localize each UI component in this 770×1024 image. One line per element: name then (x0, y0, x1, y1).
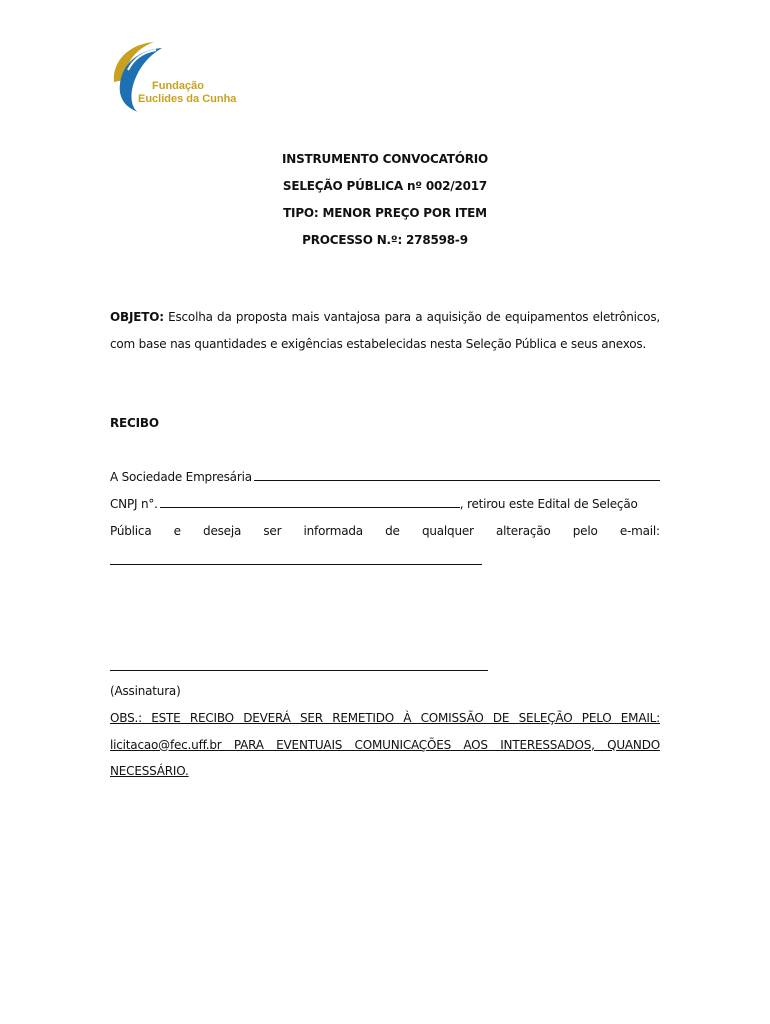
sociedade-blank-line (254, 466, 660, 481)
publica-word: alteração (495, 524, 551, 538)
publica-word: informada (303, 524, 363, 538)
heading-selecao: SELEÇÃO PÚBLICA nº 002/2017 (282, 179, 488, 193)
logo-line-1: Fundação (152, 80, 204, 92)
publica-word: pelo (572, 524, 598, 538)
cnpj-suffix: , retirou este Edital de Seleção (459, 497, 638, 511)
logo-line-2: Euclides da Cunha (138, 93, 237, 105)
publica-row (110, 518, 660, 545)
obs-note: OBS.: ESTE RECIBO DEVERÁ SER REMETIDO À COMISSÃO DE SELEÇÃO PELO EMAIL: licitacao@fec.uff.br PARA EVENTUAIS COMUNICAÇÕES AOS INTERESSADOS, QUANDO NECESSÁRIO. (110, 711, 660, 778)
publica-word: Pública (110, 524, 152, 538)
publica-word: de (385, 524, 400, 538)
publica-word: e-mail: (619, 524, 660, 538)
objeto-label: OBJETO: (110, 310, 164, 324)
document-heading (110, 146, 660, 254)
heading-title: INSTRUMENTO CONVOCATÓRIO (281, 152, 489, 166)
fundacao-euclides-logo (108, 40, 248, 114)
heading-processo: PROCESSO N.º: 278598-9 (302, 233, 468, 247)
heading-tipo: TIPO: MENOR PREÇO POR ITEM (283, 206, 487, 220)
sociedade-label: A Sociedade Empresária (110, 470, 252, 484)
sociedade-row (110, 464, 660, 491)
objeto-text: Escolha da proposta mais vantajosa para a aquisição de equipamentos eletrônicos, com base nas quantidades e exigências estabelecidas nesta Seleção Pública e seus anexos. (110, 310, 660, 351)
publica-word: deseja (203, 524, 242, 538)
publica-word: qualquer (421, 524, 474, 538)
publica-words (110, 518, 660, 545)
objeto-paragraph (110, 304, 660, 357)
cnpj-blank-line (160, 493, 460, 508)
publica-word: e (173, 524, 181, 538)
signature-line (110, 670, 488, 671)
cnpj-label: CNPJ n°. (110, 497, 158, 511)
logo-text (138, 80, 236, 106)
publica-word: ser (263, 524, 282, 538)
cnpj-row (110, 491, 660, 518)
recibo-title: RECIBO (110, 416, 159, 430)
email-blank-line (110, 564, 482, 565)
assinatura-label: (Assinatura) (110, 684, 181, 698)
